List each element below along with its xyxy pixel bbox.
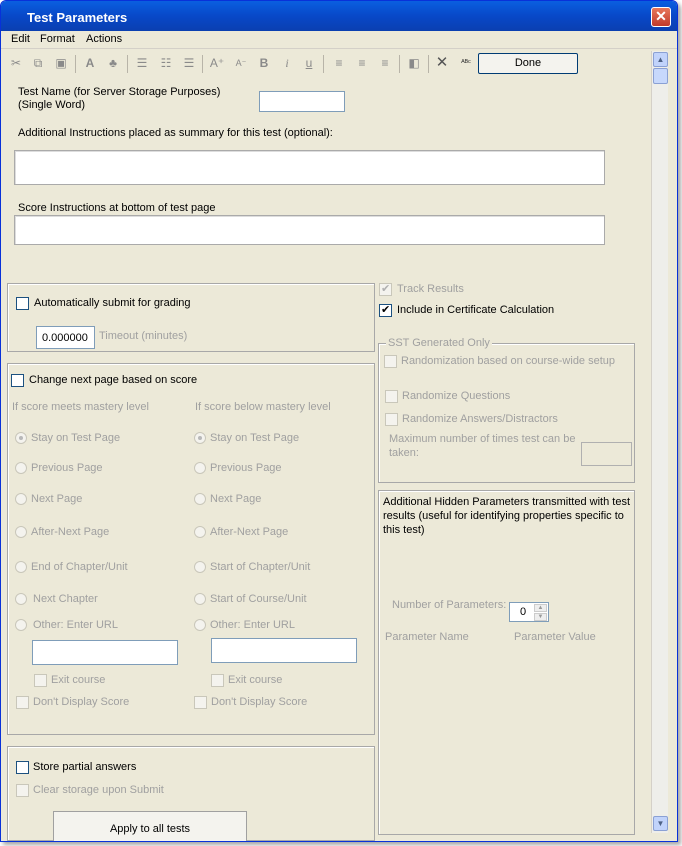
italic-icon[interactable]: i <box>285 56 289 70</box>
scroll-up-button[interactable] <box>653 52 668 67</box>
below-stay-label: Stay on Test Page <box>210 432 300 444</box>
meets-end-chapter-radio[interactable] <box>15 561 27 573</box>
font-icon[interactable]: A <box>85 56 95 70</box>
grow-font-icon[interactable]: A⁺ <box>209 56 225 70</box>
hidden-params-label-2: results (useful for identifying properties specific to <box>383 510 624 522</box>
toolbar-separator <box>75 55 76 73</box>
paste-icon[interactable]: ▣ <box>55 56 67 70</box>
below-mastery-label: If score below mastery level <box>195 401 331 413</box>
stepper-down-icon[interactable]: ▼ <box>534 613 547 621</box>
max-times-label: Maximum number of times test can be <box>389 433 576 445</box>
bullet-list-icon[interactable]: ☰ <box>136 56 148 70</box>
num-params-stepper[interactable] <box>509 602 549 622</box>
vertical-scrollbar[interactable] <box>651 51 668 833</box>
meets-url-input[interactable] <box>32 640 178 665</box>
below-exit-course-label: Exit course <box>228 674 283 686</box>
toolbar-separator <box>428 55 429 73</box>
menu-format[interactable]: Format <box>40 33 75 45</box>
scroll-down-button[interactable] <box>653 816 668 831</box>
track-results-checkbox[interactable] <box>379 283 392 296</box>
below-next-label: Next Page <box>210 493 262 505</box>
meets-next-label: Next Page <box>31 493 83 505</box>
max-times-sublabel: taken: <box>389 447 419 459</box>
auto-submit-checkbox[interactable] <box>16 297 29 310</box>
meets-exit-course-checkbox[interactable] <box>34 674 47 687</box>
meets-dont-display-checkbox[interactable] <box>16 696 29 709</box>
param-name-header: Parameter Name <box>385 631 469 643</box>
below-start-course-label: Start of Course/Unit <box>210 593 307 605</box>
align-right-icon[interactable]: ≡ <box>381 56 389 70</box>
close-icon: ✕ <box>655 8 667 24</box>
shrink-font-icon[interactable]: A⁻ <box>235 58 247 68</box>
toolbar-separator <box>323 55 324 73</box>
toolbar-separator <box>399 55 400 73</box>
below-start-course-radio[interactable] <box>194 593 206 605</box>
meets-exit-course-label: Exit course <box>51 674 106 686</box>
below-other-url-label: Other: Enter URL <box>210 619 295 631</box>
below-url-input[interactable] <box>211 638 357 663</box>
randomization-checkbox[interactable] <box>384 355 397 368</box>
below-dont-display-checkbox[interactable] <box>194 696 207 709</box>
chevron-down-icon: ▼ <box>656 819 665 828</box>
randomization-label: Randomization based on course-wide setup <box>401 355 616 367</box>
meets-next-chapter-label: Next Chapter <box>33 593 98 605</box>
below-previous-label: Previous Page <box>210 462 282 474</box>
title-bar <box>1 1 677 31</box>
window-title: Test Parameters <box>27 10 128 25</box>
score-instructions-label: Score Instructions at bottom of test page <box>18 202 216 214</box>
change-next-page-label: Change next page based on score <box>29 374 198 386</box>
meets-dont-display-label: Don't Display Score <box>33 696 130 708</box>
cut-icon[interactable]: ✂ <box>10 56 22 70</box>
apply-all-button[interactable]: Apply to all tests <box>53 811 247 841</box>
hidden-params-label-1: Additional Hidden Parameters transmitted with test <box>383 496 631 508</box>
randomize-questions-label: Randomize Questions <box>402 390 511 402</box>
below-previous-radio[interactable] <box>194 462 206 474</box>
stepper-up-icon[interactable]: ▲ <box>534 604 547 612</box>
indent-list-icon[interactable]: ☰ <box>183 56 195 70</box>
close-button[interactable] <box>651 7 671 27</box>
randomize-questions-checkbox[interactable] <box>385 390 398 403</box>
meets-after-next-label: After-Next Page <box>31 526 110 538</box>
timeout-input[interactable] <box>36 326 95 349</box>
menu-bar <box>1 31 677 49</box>
meets-next-chapter-radio[interactable] <box>15 593 27 605</box>
param-value-header: Parameter Value <box>514 631 596 643</box>
sst-group-label: SST Generated Only <box>388 337 490 349</box>
randomize-answers-label: Randomize Answers/Distractors <box>402 413 558 425</box>
include-certificate-label: Include in Certificate Calculation <box>397 304 555 316</box>
done-button[interactable]: Done <box>478 53 578 74</box>
below-exit-course-checkbox[interactable] <box>211 674 224 687</box>
meets-other-url-radio[interactable] <box>15 619 27 631</box>
below-other-url-radio[interactable] <box>194 619 206 631</box>
align-center-icon[interactable]: ≡ <box>358 56 366 70</box>
below-start-chapter-label: Start of Chapter/Unit <box>210 561 311 573</box>
menu-edit[interactable]: Edit <box>11 33 30 45</box>
meets-previous-label: Previous Page <box>31 462 103 474</box>
below-start-chapter-radio[interactable] <box>194 561 206 573</box>
store-partial-checkbox[interactable] <box>16 761 29 774</box>
below-dont-display-label: Don't Display Score <box>211 696 308 708</box>
hidden-params-group <box>378 490 635 835</box>
clear-storage-checkbox[interactable] <box>16 784 29 797</box>
spellcheck-icon[interactable]: ᴬᴮᶜ <box>461 58 471 67</box>
clear-storage-label: Clear storage upon Submit <box>33 784 164 796</box>
track-results-label: Track Results <box>397 283 464 295</box>
meets-stay-radio[interactable] <box>15 432 27 444</box>
color-icon[interactable]: ♣ <box>109 56 117 70</box>
additional-instructions-field[interactable] <box>14 150 605 185</box>
toolbar-separator <box>202 55 203 73</box>
test-name-input[interactable] <box>259 91 345 112</box>
test-name-label: Test Name (for Server Storage Purposes) <box>18 86 221 98</box>
additional-instructions-label: Additional Instructions placed as summary for this test (optional): <box>18 127 333 139</box>
meets-end-chapter-label: End of Chapter/Unit <box>31 561 128 573</box>
underline-icon[interactable]: u <box>305 56 313 70</box>
meets-next-radio[interactable] <box>15 493 27 505</box>
below-stay-radio[interactable] <box>194 432 206 444</box>
bold-icon[interactable]: B <box>259 56 269 70</box>
randomize-answers-checkbox[interactable] <box>385 413 398 426</box>
meets-previous-radio[interactable] <box>15 462 27 474</box>
meets-after-next-radio[interactable] <box>15 526 27 538</box>
max-times-input[interactable] <box>581 442 632 466</box>
insert-icon[interactable]: ◧ <box>408 56 420 70</box>
auto-submit-label: Automatically submit for grading <box>34 297 191 309</box>
timeout-label: Timeout (minutes) <box>99 330 188 342</box>
num-params-value: 0 <box>520 606 527 618</box>
remove-format-icon[interactable]: ✕ <box>435 54 449 71</box>
score-instructions-field[interactable] <box>14 215 605 245</box>
below-after-next-label: After-Next Page <box>210 526 289 538</box>
below-after-next-radio[interactable] <box>194 526 206 538</box>
align-left-icon[interactable]: ≡ <box>335 56 343 70</box>
include-certificate-checkbox[interactable] <box>379 304 392 317</box>
menu-actions[interactable]: Actions <box>86 33 123 45</box>
hidden-params-label-3: this test) <box>383 524 425 536</box>
test-name-sublabel: (Single Word) <box>18 99 86 111</box>
toolbar-separator <box>127 55 128 73</box>
meets-mastery-label: If score meets mastery level <box>12 401 149 413</box>
meets-other-url-label: Other: Enter URL <box>33 619 118 631</box>
numbered-list-icon[interactable]: ☷ <box>160 56 172 70</box>
change-next-page-checkbox[interactable] <box>11 374 24 387</box>
below-next-radio[interactable] <box>194 493 206 505</box>
store-partial-label: Store partial answers <box>33 761 137 773</box>
scroll-thumb[interactable] <box>653 68 668 84</box>
meets-stay-label: Stay on Test Page <box>31 432 121 444</box>
copy-icon[interactable]: ⧉ <box>33 56 43 70</box>
chevron-up-icon: ▲ <box>656 55 665 64</box>
num-params-label: Number of Parameters: <box>392 599 507 611</box>
